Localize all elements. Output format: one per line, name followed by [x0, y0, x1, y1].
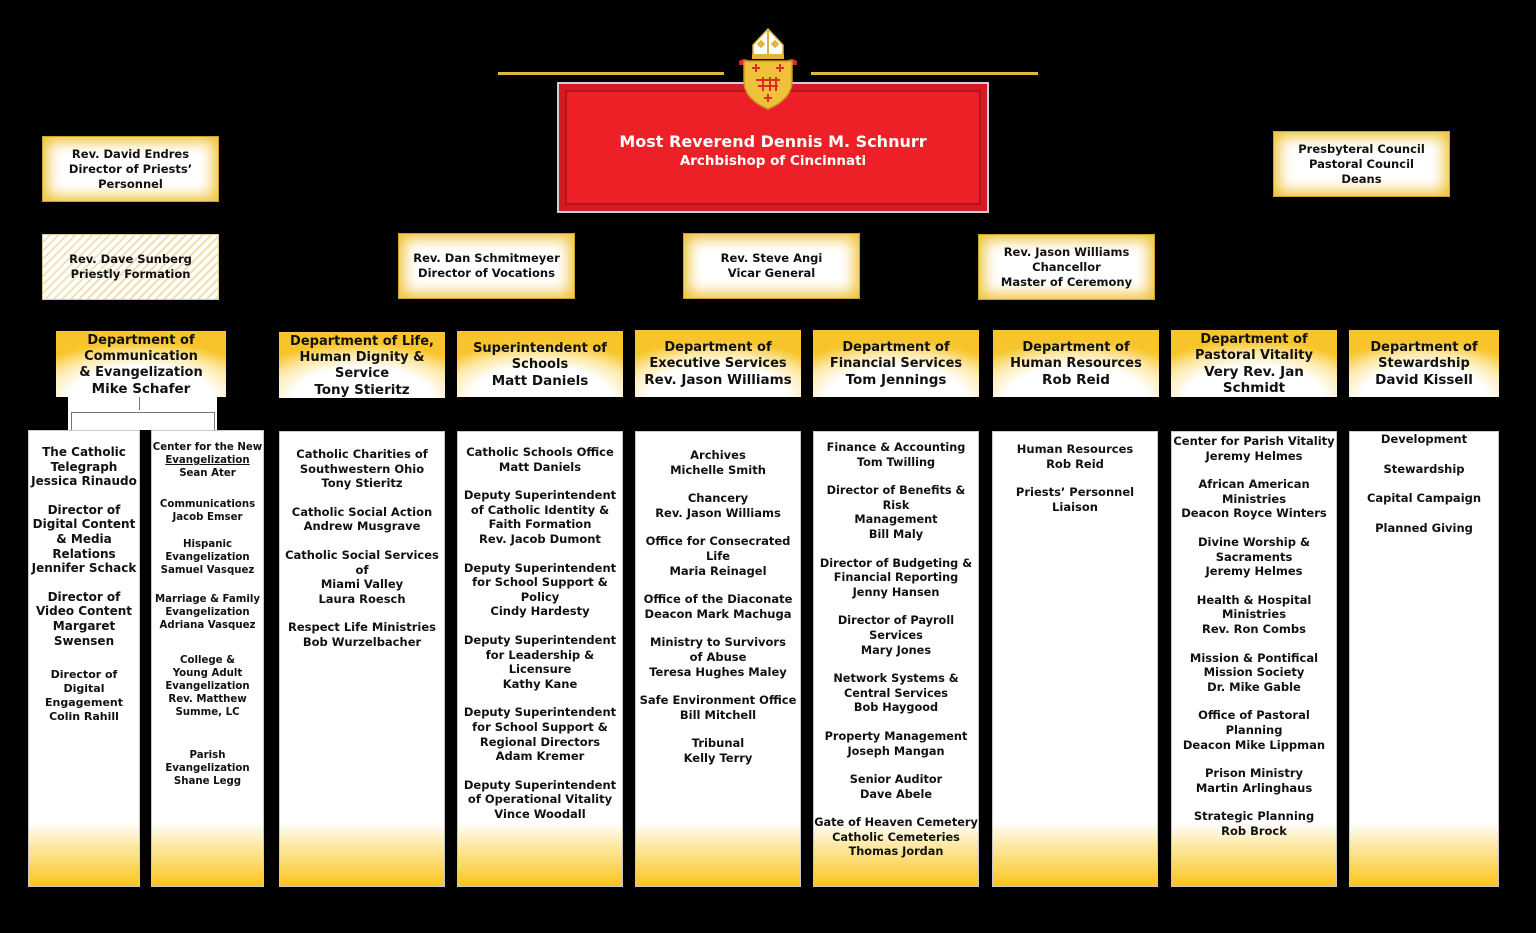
list-item-line: Jennifer Schack	[31, 561, 137, 576]
dept-stewardship	[1349, 330, 1499, 397]
list-item	[636, 736, 800, 765]
chancellor-title: Chancellor	[1032, 259, 1101, 274]
dept-label: Human Dignity & Service	[299, 349, 425, 381]
list-item-line: Planning	[1225, 722, 1283, 737]
list-item-line: of Operational Vitality	[467, 792, 613, 807]
dept-label: Department of	[1200, 332, 1308, 347]
dept-head: Tony Stieritz	[314, 381, 410, 398]
list-item-line: Human Resources	[1016, 442, 1134, 456]
list-item-line: Ministries	[1221, 491, 1287, 506]
dept-executive-services	[635, 330, 801, 397]
list-item-line: Chancery	[687, 491, 749, 506]
list-item	[1172, 651, 1336, 695]
list-item	[29, 668, 139, 723]
vicar-general-title: Vicar General	[727, 266, 816, 280]
list-item-line: Cindy Hardesty	[490, 604, 590, 619]
list-item-line: Archives	[690, 448, 746, 462]
list-item-line: Director of	[50, 668, 118, 682]
column-financial-services	[813, 431, 979, 887]
list-item	[29, 445, 139, 489]
gold-divider-right	[811, 72, 1038, 75]
list-item	[636, 448, 800, 477]
dept-head: Mike Schafer	[91, 380, 191, 397]
list-item-line: Catholic Charities of	[296, 447, 428, 461]
list-item-line: Kelly Terry	[683, 750, 753, 765]
list-item-line: Bill Maly	[868, 527, 924, 541]
list-item	[152, 593, 263, 632]
list-item	[152, 654, 263, 719]
dept-label: Schools	[511, 356, 569, 372]
list-item	[152, 441, 263, 480]
presbyteral-council-label: Presbyteral Council	[1298, 141, 1425, 156]
dept-label: Department of	[87, 332, 195, 348]
list-item	[458, 705, 622, 763]
list-item-line: Health & Hospital	[1196, 592, 1312, 607]
list-item-line: Swensen	[53, 633, 115, 648]
list-item-line: Rev. Ron Combs	[1202, 621, 1306, 636]
dept-head: Rev. Jason Williams	[644, 372, 792, 388]
list-item-line: Prison Ministry	[1204, 766, 1303, 781]
dept-label: & Evangelization	[79, 364, 203, 380]
list-item-line: Kathy Kane	[502, 676, 578, 691]
dept-label: Department of Life,	[290, 333, 434, 349]
list-item-line: Catholic Schools Office	[466, 445, 614, 459]
list-item-line: Dr. Mike Gable	[1207, 679, 1301, 694]
connector-line	[214, 412, 215, 430]
list-item-line: Jacob Emser	[172, 512, 243, 523]
list-item-line: Southwestern Ohio	[299, 461, 425, 476]
priestly-formation-box	[42, 234, 219, 300]
vicar-general-name: Rev. Steve Angi	[720, 251, 823, 265]
list-item-line: Evangelization	[165, 607, 250, 618]
dept-head: David Kissell	[1375, 372, 1473, 388]
dept-head: Rob Reid	[1042, 372, 1110, 388]
list-item-line: Mission & Pontifical	[1189, 650, 1319, 665]
list-item	[458, 488, 622, 546]
list-item-line: The Catholic	[42, 445, 126, 459]
master-of-ceremony-title: Master of Ceremony	[1000, 274, 1133, 289]
list-item	[814, 441, 978, 470]
list-item-line: Sean Ater	[179, 468, 236, 479]
list-item-line: for School Support &	[472, 719, 608, 734]
list-item	[280, 447, 444, 491]
list-item-line: Director of Payroll Services	[837, 614, 955, 642]
dept-label: Department of	[1022, 340, 1130, 355]
list-item	[636, 635, 800, 679]
list-item-line: Gate of Heaven Cemetery	[814, 816, 978, 830]
list-item-line: Development	[1380, 432, 1468, 446]
column-human-resources	[992, 431, 1158, 887]
list-item-line: Deputy Superintendent	[463, 560, 617, 575]
list-item-line: Rev. Matthew	[168, 694, 247, 705]
list-item-line: Tony Stieritz	[321, 476, 403, 491]
vocations-box	[398, 233, 575, 299]
list-item-line: Jenny Hansen	[852, 585, 940, 599]
list-item-line: Mission Society	[1203, 665, 1305, 680]
gold-divider-left	[498, 72, 724, 75]
priests-personnel-name: Rev. David Endres	[71, 146, 190, 161]
dept-pastoral-vitality	[1171, 330, 1337, 397]
dept-human-resources	[993, 330, 1159, 397]
list-item-line: Vince Woodall	[494, 806, 586, 821]
list-item-line: Evangelization	[165, 455, 250, 466]
list-item-line: Deacon Mike Lippman	[1182, 737, 1326, 752]
vocations-name: Rev. Dan Schmitmeyer	[413, 251, 560, 265]
list-item-line: Regional Directors	[479, 734, 601, 749]
list-item-line: Relations	[52, 546, 116, 561]
list-item-line: Office of the Diaconate	[643, 592, 793, 607]
connector-line	[139, 397, 140, 410]
list-item	[814, 484, 978, 542]
list-item	[636, 693, 800, 722]
list-item-line: Capital Campaign	[1366, 491, 1482, 506]
dept-label: Department of	[1370, 340, 1478, 355]
list-item-line: Faith Formation	[488, 517, 592, 532]
list-item	[636, 534, 800, 578]
list-item-line: Joseph Mangan	[847, 744, 945, 758]
list-item-line: Jeremy Helmes	[1205, 564, 1303, 579]
dept-label: Executive Services	[649, 356, 787, 371]
list-item-line: Priests’ Personnel	[1015, 485, 1135, 500]
list-item-line: Parish	[189, 750, 226, 761]
list-item-line: Deputy Superintendent	[463, 705, 617, 720]
list-item-line: Sacraments	[1215, 549, 1293, 564]
list-item-line: Adam Kremer	[495, 749, 585, 764]
list-item-line: Maria Reinagel	[669, 563, 767, 578]
list-item	[814, 672, 978, 716]
list-item-line: Safe Environment Office	[639, 693, 797, 708]
dept-label: Superintendent of	[473, 340, 607, 356]
list-item	[1172, 809, 1336, 838]
list-item-line: Hispanic	[182, 539, 233, 550]
dept-label: Stewardship	[1378, 356, 1470, 371]
list-item-line: Finance & Accounting	[826, 441, 966, 454]
list-item	[1350, 432, 1498, 447]
dept-label: Department of	[842, 340, 950, 355]
list-item-line: Bill Mitchell	[679, 707, 757, 722]
list-item-line: Financial Reporting	[833, 571, 959, 585]
list-item-line: Rev. Jacob Dumont	[479, 531, 601, 546]
list-item-line: Director of Benefits & Risk	[826, 484, 966, 512]
dept-label: Communication	[84, 348, 198, 364]
dept-label: Department of	[664, 340, 772, 355]
list-item	[1172, 535, 1336, 579]
list-item-line: Tom Twilling	[856, 455, 936, 469]
list-item-line: Telegraph	[50, 459, 118, 474]
column-executive-services	[635, 431, 801, 887]
list-item	[152, 749, 263, 788]
list-item-line: Michelle Smith	[670, 462, 766, 477]
dept-financial-services	[813, 330, 979, 397]
list-item-line: Catholic Social Action	[291, 504, 433, 519]
dept-schools	[457, 331, 623, 397]
priests-personnel-title-cont: Personnel	[98, 176, 163, 191]
list-item-line: Rob Brock	[1221, 823, 1287, 838]
list-item	[152, 538, 263, 577]
list-item-line: Shane Legg	[173, 776, 242, 787]
list-item-line: Digital	[63, 681, 105, 695]
list-item-line: Margaret	[52, 618, 116, 633]
list-item-line: Dave Abele	[860, 787, 932, 801]
list-item-line: Young Adult	[172, 668, 243, 679]
list-item-line: Respect Life Ministries	[287, 620, 437, 635]
column-stewardship	[1349, 431, 1499, 887]
column-life-dignity	[279, 431, 445, 887]
list-item-line: Central Services	[843, 686, 949, 700]
list-item-line: Director of	[47, 502, 121, 517]
list-item-line: Deputy Superintendent	[463, 632, 617, 647]
priestly-formation-title: Priestly Formation	[70, 267, 191, 281]
list-item-line: Catholic Social Services of	[285, 547, 439, 577]
list-item	[458, 633, 622, 691]
list-item-line: Center for the New	[152, 442, 263, 453]
dept-life-dignity	[279, 332, 445, 398]
list-item-line: Divine Worship &	[1197, 534, 1310, 549]
list-item-line: Mary Jones	[860, 643, 932, 657]
list-item-line: Deacon Royce Winters	[1181, 506, 1327, 521]
list-item	[1350, 521, 1498, 536]
vicar-general-box	[683, 233, 860, 299]
list-item	[1350, 462, 1498, 477]
chancellor-name: Rev. Jason Williams	[1003, 244, 1130, 259]
list-item-line: Deacon Mark Machuga	[644, 606, 792, 621]
list-item-line: Laura Roesch	[318, 591, 406, 606]
dept-label: Financial Services	[829, 356, 963, 371]
list-item-line: Adriana Vasquez	[159, 620, 256, 631]
list-item-line: Ministries	[1221, 607, 1287, 622]
list-item-line: Office for Consecrated Life	[645, 534, 791, 563]
list-item	[152, 498, 263, 524]
list-item-line: Director of Budgeting &	[819, 556, 973, 570]
list-item-line: Tribunal	[691, 736, 745, 751]
list-item-line: Digital Content	[32, 517, 136, 532]
list-item-line: Colin Rahill	[49, 709, 119, 723]
list-item	[814, 614, 978, 658]
list-item	[1172, 434, 1336, 463]
list-item	[636, 592, 800, 621]
list-item	[814, 773, 978, 802]
list-item	[458, 445, 622, 474]
list-item-line: Miami Valley	[320, 577, 404, 592]
list-item-line: Teresa Hughes Maley	[649, 664, 787, 679]
list-item	[993, 442, 1157, 471]
dept-label: Pastoral Vitality	[1195, 348, 1313, 363]
list-item-line: Deputy Superintendent	[463, 488, 617, 503]
list-item	[1172, 708, 1336, 752]
list-item-line: Ministry to Survivors	[650, 635, 786, 650]
list-item-line: Communications	[159, 499, 256, 510]
vocations-title: Director of Vocations	[418, 266, 555, 280]
list-item	[1172, 766, 1336, 795]
list-item-line: Management	[854, 513, 938, 527]
priests-personnel-box	[42, 136, 219, 202]
list-item-line: Samuel Vasquez	[160, 565, 255, 576]
list-item-line: College &	[179, 655, 235, 666]
list-item-line: of Catholic Identity &	[470, 502, 610, 517]
column-communication-right	[151, 430, 264, 887]
list-item-line: of Abuse	[689, 649, 747, 664]
list-item	[1172, 593, 1336, 637]
list-item-line: African American	[1198, 477, 1310, 492]
list-item	[458, 778, 622, 822]
deans-label: Deans	[1341, 171, 1382, 186]
list-item-line: Marriage & Family	[154, 594, 261, 605]
list-item-line: Catholic Cemeteries	[832, 830, 960, 844]
list-item-line: Center for Parish Vitality	[1173, 434, 1335, 448]
list-item-line: Senior Auditor	[849, 773, 943, 787]
list-item	[29, 503, 139, 576]
list-item-line: Network Systems &	[833, 672, 959, 686]
list-item-line: Jessica Rinaudo	[31, 474, 137, 489]
list-item	[1350, 491, 1498, 506]
list-item-line: Martin Arlinghaus	[1195, 780, 1313, 795]
list-item-line: Policy	[520, 589, 560, 604]
archbishop-name: Most Reverend Dennis M. Schnurr	[619, 131, 927, 151]
dept-label: Human Resources	[1010, 356, 1142, 371]
list-item	[814, 730, 978, 759]
list-item-line: Jeremy Helmes	[1205, 448, 1303, 463]
priestly-formation-name: Rev. Dave Sunberg	[69, 252, 192, 266]
pastoral-council-label: Pastoral Council	[1309, 156, 1414, 171]
list-item-line: Andrew Musgrave	[303, 519, 421, 534]
list-item	[636, 491, 800, 520]
list-item	[814, 816, 978, 860]
list-item-line: Director of	[47, 589, 121, 604]
connector-line	[71, 412, 214, 413]
archbishop-title: Archbishop of Cincinnati	[679, 152, 867, 169]
list-item-line: Thomas Jordan	[848, 845, 944, 859]
list-item-line: Property Management	[824, 729, 968, 743]
list-item	[280, 505, 444, 534]
list-item-line: Video Content	[35, 604, 133, 619]
archdiocese-crest-icon	[735, 27, 801, 111]
list-item-line: Rob Reid	[1046, 456, 1104, 471]
list-item-line: Engagement	[45, 695, 123, 709]
list-item-line: Deputy Superintendent	[463, 777, 617, 792]
dept-head: Matt Daniels	[491, 372, 589, 389]
list-item-line: Evangelization	[165, 681, 250, 692]
list-item	[29, 590, 139, 648]
column-schools	[457, 431, 623, 887]
list-item-line: Liaison	[1052, 499, 1098, 514]
priests-personnel-title: Director of Priests’	[68, 161, 193, 176]
dept-communication	[56, 331, 226, 397]
list-item-line: Planned Giving	[1375, 520, 1473, 535]
list-item-line: Bob Wurzelbacher	[302, 634, 422, 649]
dept-head: Very Rev. Jan Schmidt	[1204, 364, 1304, 396]
list-item-line: Strategic Planning	[1193, 809, 1315, 824]
list-item-line: Matt Daniels	[498, 459, 582, 474]
list-item	[814, 557, 978, 601]
list-item	[280, 620, 444, 649]
list-item-line: Evangelization	[165, 552, 250, 563]
list-item-line: & Media	[56, 531, 112, 546]
list-item-line: Bob Haygood	[853, 701, 939, 715]
column-communication-left	[28, 430, 140, 887]
councils-box	[1273, 131, 1450, 197]
list-item	[993, 485, 1157, 514]
list-item	[280, 548, 444, 606]
list-item-line: Summe, LC	[175, 707, 240, 718]
list-item-line: Evangelization	[165, 763, 250, 774]
list-item-line: Office of Pastoral	[1198, 708, 1310, 723]
communication-connector	[68, 397, 217, 430]
connector-line	[71, 412, 72, 430]
list-item-line: Licensure	[508, 662, 572, 677]
list-item-line: Stewardship	[1383, 461, 1465, 476]
list-item-line: for Leadership &	[485, 647, 595, 662]
column-pastoral-vitality	[1171, 431, 1337, 887]
list-item	[458, 561, 622, 619]
list-item-line: for School Support &	[472, 575, 608, 590]
dept-head: Tom Jennings	[845, 372, 947, 388]
chancellor-box	[978, 234, 1155, 300]
list-item	[1172, 477, 1336, 521]
list-item-line: Rev. Jason Williams	[655, 505, 781, 520]
